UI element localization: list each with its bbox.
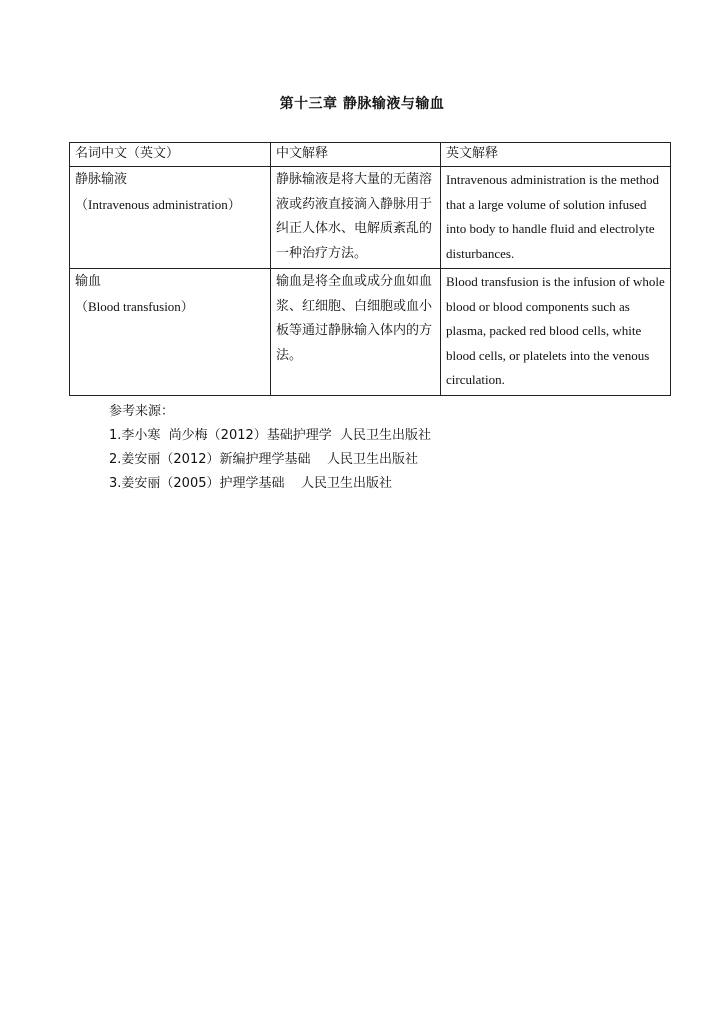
- en-explanation: Blood transfusion is the infusion of whole blood or blood components such as plasma, packed red blood cells, white blood cells, or platelets into the venous circulation.: [441, 269, 671, 396]
- terms-table: [69, 142, 671, 396]
- page-title: 第十三章 静脉输液与输血: [279, 96, 445, 112]
- table-row: [70, 269, 671, 396]
- term-cell: [70, 167, 271, 269]
- term-cell: [70, 269, 271, 396]
- term-cn: 静脉输液: [75, 172, 128, 187]
- term-en: （Intravenous administration）: [75, 196, 241, 212]
- table-row: [70, 167, 671, 269]
- en-explanation: Intravenous administration is the method that a large volume of solution infused into body to handle fluid and electrolyte disturbances.: [441, 167, 671, 269]
- references: [109, 400, 431, 496]
- references-heading: 参考来源：: [109, 404, 175, 419]
- table-header-row: [70, 143, 671, 167]
- term-cn: 输血: [75, 274, 102, 289]
- cn-explanation: 静脉输液是将大量的无菌溶液或药液直接滴入静脉用于纠正人体水、电解质紊乱的一种治疗方法。: [271, 167, 441, 269]
- header-en-explanation: 英文解释: [441, 143, 671, 167]
- cn-explanation: 输血是将全血或成分血如血浆、红细胞、白细胞或血小板等通过静脉输入体内的方法。: [271, 269, 441, 396]
- reference-item: 3.姜安丽（2005）护理学基础 人民卫生出版社: [109, 476, 393, 491]
- reference-item: 2.姜安丽（2012）新编护理学基础 人民卫生出版社: [109, 452, 419, 467]
- header-cn-explanation: 中文解释: [271, 143, 441, 167]
- term-en: （Blood transfusion）: [75, 298, 194, 314]
- header-term: 名词中文（英文）: [70, 143, 271, 167]
- reference-item: 1.李小寒 尚少梅（2012）基础护理学 人民卫生出版社: [109, 428, 432, 443]
